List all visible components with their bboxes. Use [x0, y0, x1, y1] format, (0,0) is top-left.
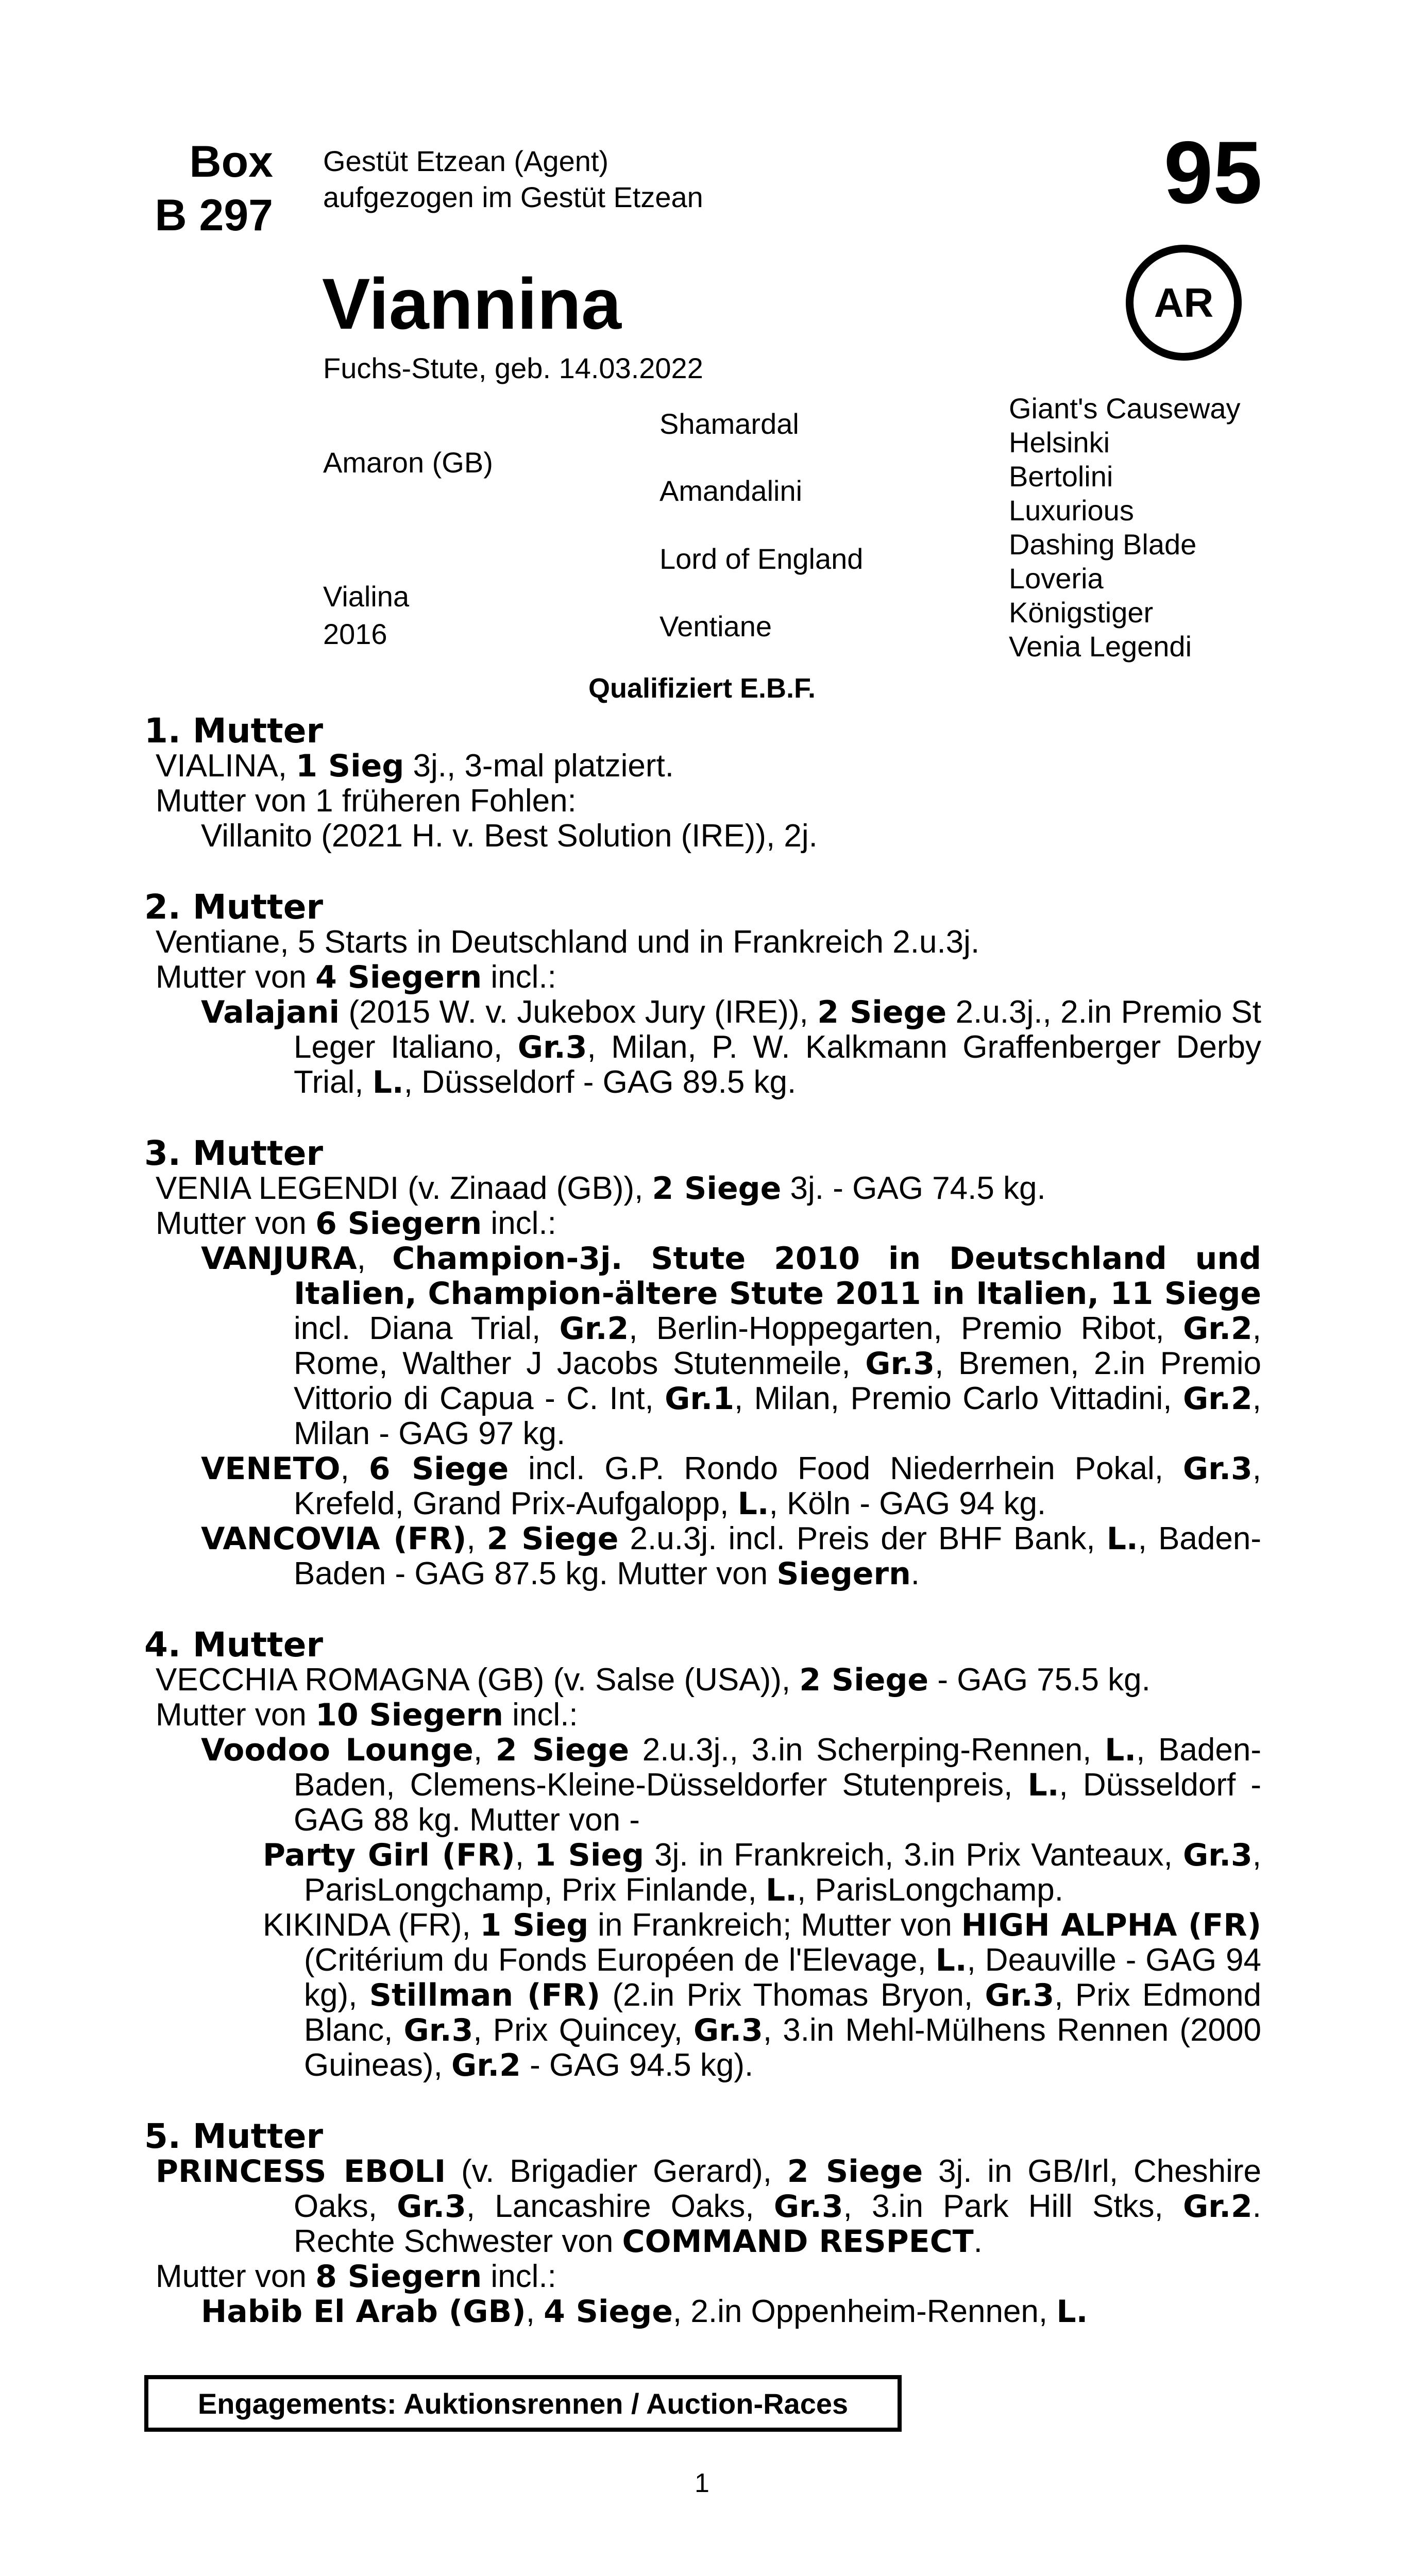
- section-3-heading: 3. Mutter: [144, 1133, 324, 1173]
- box-line2: B 297: [155, 191, 273, 240]
- page-number: 1: [695, 2468, 709, 2498]
- section-2-heading: 2. Mutter: [144, 887, 324, 927]
- section-5-line: PRINCESS EBOLI (v. Brigadier Gerard), 2 Siege 3j. in GB/Irl, Cheshire Oaks, Gr.3, Lancashire Oaks, Gr.3, 3.in Park Hill Stks, Gr.2. Rechte Schwester von COMMAND RESPECT.: [156, 2154, 1261, 2260]
- great-grandparent: Giant's Causeway: [1009, 392, 1241, 425]
- section-5-line: Mutter von 8 Siegern incl.:: [156, 2259, 556, 2295]
- great-grandparent: Bertolini: [1009, 460, 1113, 493]
- section-4-heading: 4. Mutter: [144, 1625, 324, 1665]
- section-4-grand-progeny: Party Girl (FR), 1 Sieg 3j. in Frankreich, 3.in Prix Vanteaux, Gr.3, ParisLongchamp, Prix Finlande, L., ParisLongchamp.: [263, 1837, 1261, 1908]
- great-grandparent: Loveria: [1009, 562, 1104, 595]
- pedigree-dam: Vialina: [323, 580, 410, 613]
- section-2-line: Ventiane, 5 Starts in Deutschland und in Frankreich 2.u.3j.: [156, 924, 980, 960]
- pedigree-grandparent: Ventiane: [659, 610, 772, 642]
- section-1-heading: 1. Mutter: [144, 711, 324, 751]
- pedigree-sire: Amaron (GB): [323, 446, 493, 479]
- section-3-progeny: VENETO, 6 Siege incl. G.P. Rondo Food Niederrhein Pokal, Gr.3, Krefeld, Grand Prix-Aufgalopp, L., Köln - GAG 94 kg.: [201, 1451, 1261, 1522]
- box-label: [129, 135, 273, 242]
- engagements-box: Engagements: Auktionsrennen / Auction-Races: [144, 2375, 902, 2432]
- qualification: Qualifiziert E.B.F.: [588, 673, 816, 704]
- section-2-progeny: Valajani (2015 W. v. Jukebox Jury (IRE)), 2 Siege 2.u.3j., 2.in Premio St Leger Italiano, Gr.3, Milan, P. W. Kalkmann Graffenberger Derby Trial, L., Düsseldorf - GAG 89.5 kg.: [201, 994, 1261, 1100]
- section-3-line: VENIA LEGENDI (v. Zinaad (GB)), 2 Siege 3j. - GAG 74.5 kg.: [156, 1171, 1046, 1207]
- section-2-line: Mutter von 4 Siegern incl.:: [156, 959, 556, 995]
- great-grandparent: Venia Legendi: [1009, 630, 1192, 663]
- section-3-progeny: VANCOVIA (FR), 2 Siege 2.u.3j. incl. Preis der BHF Bank, L., Baden-Baden - GAG 87.5 kg. Mutter von Siegern.: [201, 1521, 1262, 1592]
- section-1-line: VIALINA, 1 Sieg 3j., 3-mal platziert.: [156, 748, 674, 784]
- pedigree-dam-year: 2016: [323, 618, 387, 650]
- agent-line1: Gestüt Etzean (Agent): [323, 145, 609, 177]
- pedigree-great-grandparents: [1009, 392, 1241, 664]
- horse-name: Viannina: [322, 263, 621, 344]
- great-grandparent: Dashing Blade: [1009, 528, 1197, 561]
- pedigree-grandparent: Amandalini: [659, 474, 803, 507]
- dam-sections: [144, 711, 1262, 2330]
- agent-line2: aufgezogen im Gestüt Etzean: [323, 181, 703, 213]
- section-4-progeny: Voodoo Lounge, 2 Siege 2.u.3j., 3.in Scherping-Rennen, L., Baden-Baden, Clemens-Kleine-Düsseldorfer Stutenpreis, L., Düsseldorf - GAG 88 kg. Mutter von -: [201, 1732, 1262, 1838]
- section-4-line: VECCHIA ROMAGNA (GB) (v. Salse (USA)), 2 Siege - GAG 75.5 kg.: [156, 1662, 1151, 1698]
- lot-number: 95: [1163, 123, 1262, 222]
- section-1-foal: Villanito (2021 H. v. Best Solution (IRE)), 2j.: [201, 818, 818, 854]
- pedigree-grandparent: Lord of England: [659, 543, 864, 575]
- section-5-progeny: Habib El Arab (GB), 4 Siege, 2.in Oppenheim-Rennen, L.: [201, 2294, 1088, 2330]
- horse-description: Fuchs-Stute, geb. 14.03.2022: [323, 352, 703, 384]
- box-line1: Box: [189, 137, 273, 187]
- section-4-line: Mutter von 10 Siegern incl.:: [156, 1697, 578, 1733]
- section-3-progeny: VANJURA, Champion-3j. Stute 2010 in Deutschland und Italien, Champion-ältere Stute 2011 in Italien, 11 Siege incl. Diana Trial, Gr.2, Berlin-Hoppegarten, Premio Ribot, Gr.2, Rome, Walther J Jacobs Stutenmeile, Gr.3, Bremen, 2.in Premio Vittorio di Capua - C. Int, Gr.1, Milan, Premio Carlo Vittadini, Gr.2, Milan - GAG 97 kg.: [201, 1241, 1262, 1451]
- agent-info: [323, 143, 703, 215]
- section-1-line: Mutter von 1 früheren Fohlen:: [156, 783, 577, 819]
- great-grandparent: Luxurious: [1009, 494, 1134, 527]
- section-5-heading: 5. Mutter: [144, 2116, 324, 2156]
- great-grandparent: Helsinki: [1009, 426, 1110, 459]
- ar-badge: AR: [1126, 245, 1242, 361]
- pedigree-grandparent: Shamardal: [659, 408, 799, 440]
- great-grandparent: Königstiger: [1009, 596, 1154, 629]
- section-4-grand-progeny: KIKINDA (FR), 1 Sieg in Frankreich; Mutter von HIGH ALPHA (FR) (Critérium du Fonds Européen de l'Elevage, L., Deauville - GAG 94 kg), Stillman (FR) (2.in Prix Thomas Bryon, Gr.3, Prix Edmond Blanc, Gr.3, Prix Quincey, Gr.3, 3.in Mehl-Mülhens Rennen (2000 Guineas), Gr.2 - GAG 94.5 kg).: [263, 1907, 1262, 2083]
- section-3-line: Mutter von 6 Siegern incl.:: [156, 1206, 556, 1242]
